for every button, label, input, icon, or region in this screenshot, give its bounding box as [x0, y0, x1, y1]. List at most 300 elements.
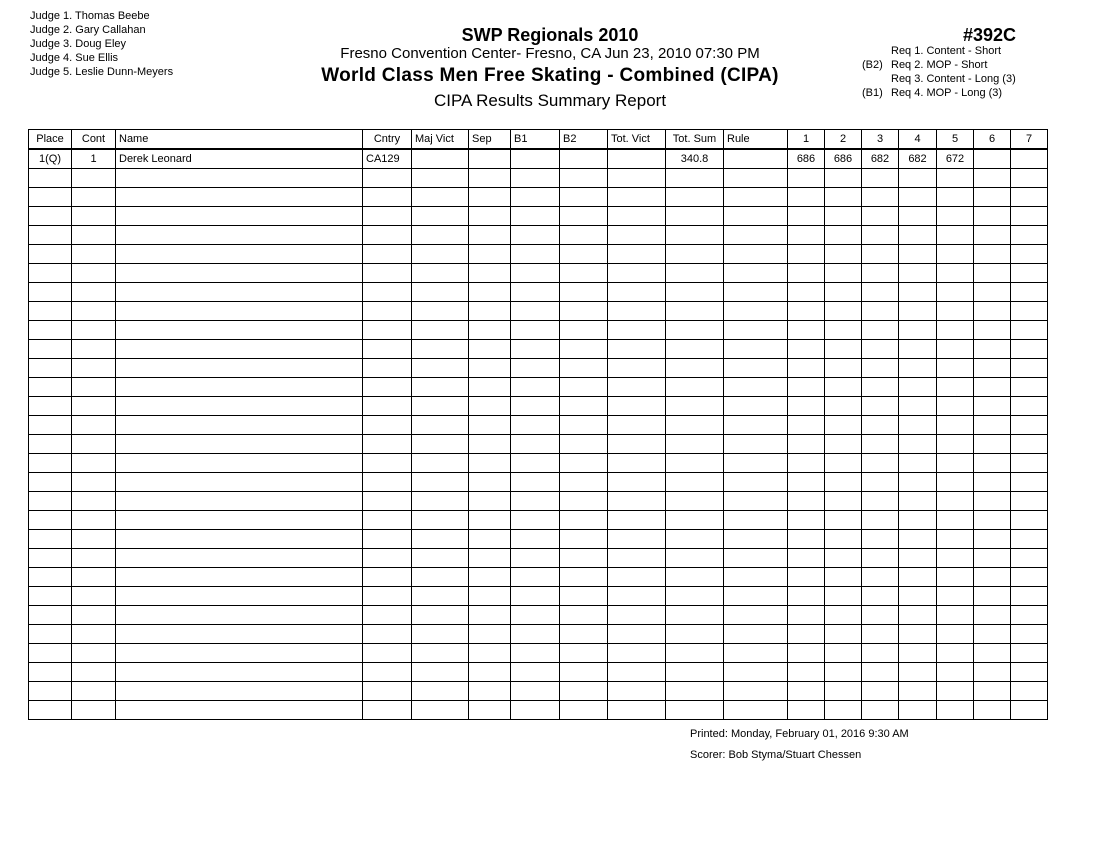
table-cell [974, 587, 1011, 606]
table-cell [1011, 625, 1048, 644]
table-cell [788, 568, 825, 587]
table-cell [937, 492, 974, 511]
table-cell [560, 454, 608, 473]
table-cell [862, 283, 899, 302]
table-cell [666, 245, 724, 264]
empty-table-row [29, 606, 1048, 625]
table-cell [724, 302, 788, 321]
table-cell [363, 473, 412, 492]
table-cell [825, 264, 862, 283]
table-cell [724, 625, 788, 644]
table-cell [560, 188, 608, 207]
table-cell [1011, 511, 1048, 530]
table-cell [825, 606, 862, 625]
table-cell [608, 283, 666, 302]
table-cell [511, 454, 560, 473]
table-cell [974, 245, 1011, 264]
judge-item: Judge 5. Leslie Dunn-Meyers [30, 66, 174, 78]
table-cell [412, 321, 469, 340]
table-cell [788, 188, 825, 207]
table-cell [937, 359, 974, 378]
table-cell [974, 644, 1011, 663]
table-cell [363, 397, 412, 416]
empty-table-row [29, 663, 1048, 682]
table-cell [412, 663, 469, 682]
table-cell [825, 568, 862, 587]
table-cell [469, 682, 511, 701]
column-header: 1 [788, 130, 825, 150]
table-cell [560, 644, 608, 663]
table-cell [363, 701, 412, 720]
table-cell [825, 549, 862, 568]
table-cell [724, 188, 788, 207]
table-cell [29, 340, 72, 359]
table-cell [116, 397, 363, 416]
table-cell [788, 492, 825, 511]
table-cell [363, 188, 412, 207]
table-cell [825, 587, 862, 606]
empty-table-row [29, 568, 1048, 587]
table-cell [862, 454, 899, 473]
table-cell [116, 587, 363, 606]
table-cell [724, 359, 788, 378]
table-cell [724, 473, 788, 492]
table-cell [1011, 149, 1048, 169]
table-cell [412, 283, 469, 302]
table-cell [899, 435, 937, 454]
empty-table-row [29, 169, 1048, 188]
table-cell [666, 625, 724, 644]
table-cell [608, 188, 666, 207]
table-cell [974, 378, 1011, 397]
column-header: Name [116, 130, 363, 150]
table-cell [788, 435, 825, 454]
table-cell [511, 188, 560, 207]
table-cell [116, 682, 363, 701]
table-cell [469, 188, 511, 207]
table-cell [899, 397, 937, 416]
table-cell [666, 454, 724, 473]
table-cell [116, 226, 363, 245]
table-cell [608, 169, 666, 188]
table-cell [1011, 359, 1048, 378]
table-cell [666, 416, 724, 435]
table-cell [666, 682, 724, 701]
empty-table-row [29, 302, 1048, 321]
table-cell [899, 530, 937, 549]
table-header [29, 130, 1048, 150]
table-cell [788, 302, 825, 321]
table-cell [666, 663, 724, 682]
table-cell [29, 378, 72, 397]
table-cell [724, 682, 788, 701]
table-cell [469, 302, 511, 321]
table-cell [608, 378, 666, 397]
requirements-list [862, 44, 1016, 100]
table-cell: 1 [72, 149, 116, 169]
table-cell [825, 283, 862, 302]
table-cell [560, 682, 608, 701]
table-cell [560, 663, 608, 682]
table-cell [29, 511, 72, 530]
table-cell [825, 644, 862, 663]
table-cell [862, 587, 899, 606]
table-cell [469, 701, 511, 720]
table-cell [899, 207, 937, 226]
table-cell [511, 378, 560, 397]
table-cell [937, 207, 974, 226]
table-cell [72, 245, 116, 264]
table-cell [862, 378, 899, 397]
table-cell [825, 416, 862, 435]
table-cell [899, 264, 937, 283]
table-cell: 686 [825, 149, 862, 169]
table-cell [666, 378, 724, 397]
table-cell [899, 492, 937, 511]
judge-item: Judge 1. Thomas Beebe [30, 10, 150, 22]
table-cell [937, 644, 974, 663]
empty-table-row [29, 682, 1048, 701]
table-cell [1011, 701, 1048, 720]
table-cell [666, 169, 724, 188]
table-cell [72, 283, 116, 302]
table-cell [560, 378, 608, 397]
table-cell [862, 625, 899, 644]
table-cell [116, 644, 363, 663]
table-cell [899, 340, 937, 359]
table-cell: 682 [862, 149, 899, 169]
table-cell [560, 492, 608, 511]
table-cell [560, 530, 608, 549]
table-cell [666, 473, 724, 492]
table-cell [788, 378, 825, 397]
column-header: Tot. Vict [608, 130, 666, 150]
table-cell [825, 435, 862, 454]
table-cell [899, 378, 937, 397]
table-cell [29, 625, 72, 644]
table-cell [788, 606, 825, 625]
table-cell [724, 663, 788, 682]
table-cell [608, 454, 666, 473]
table-cell [1011, 435, 1048, 454]
table-cell [412, 435, 469, 454]
table-cell [116, 663, 363, 682]
table-cell [862, 397, 899, 416]
table-cell [511, 587, 560, 606]
table-cell [862, 492, 899, 511]
table-cell [72, 530, 116, 549]
table-cell [862, 359, 899, 378]
table-cell [724, 378, 788, 397]
table-cell [608, 568, 666, 587]
table-cell [724, 207, 788, 226]
table-cell [72, 264, 116, 283]
table-cell [937, 416, 974, 435]
table-cell [511, 511, 560, 530]
table-cell [608, 492, 666, 511]
table-cell: 682 [899, 149, 937, 169]
table-cell [412, 606, 469, 625]
table-cell [469, 492, 511, 511]
table-cell [937, 397, 974, 416]
table-cell [469, 606, 511, 625]
table-cell [608, 530, 666, 549]
table-cell [724, 511, 788, 530]
empty-table-row [29, 454, 1048, 473]
table-cell [116, 511, 363, 530]
table-cell [560, 568, 608, 587]
table-cell [511, 340, 560, 359]
table-cell [937, 625, 974, 644]
judges-list [30, 9, 173, 79]
table-cell [560, 207, 608, 226]
empty-table-row [29, 625, 1048, 644]
table-cell [724, 530, 788, 549]
table-cell [788, 264, 825, 283]
column-header: B1 [511, 130, 560, 150]
table-cell [608, 625, 666, 644]
table-cell [511, 416, 560, 435]
table-cell [825, 473, 862, 492]
table-cell [560, 416, 608, 435]
table-cell [511, 149, 560, 169]
table-cell [116, 454, 363, 473]
table-cell [412, 568, 469, 587]
table-cell [29, 530, 72, 549]
empty-table-row [29, 549, 1048, 568]
table-cell [469, 149, 511, 169]
table-cell [825, 378, 862, 397]
requirement-item: Req 1. Content - Short [891, 45, 1002, 57]
table-cell [937, 169, 974, 188]
table-cell [1011, 568, 1048, 587]
table-cell [29, 283, 72, 302]
table-cell: CA129 [363, 149, 412, 169]
table-cell [608, 644, 666, 663]
table-cell [788, 454, 825, 473]
table-cell [608, 226, 666, 245]
table-cell [899, 606, 937, 625]
table-cell [116, 625, 363, 644]
table-cell [560, 169, 608, 188]
table-cell [899, 169, 937, 188]
table-cell [560, 625, 608, 644]
table-cell [899, 625, 937, 644]
table-cell [608, 549, 666, 568]
table-cell [666, 321, 724, 340]
table-cell [724, 606, 788, 625]
table-cell [29, 492, 72, 511]
table-cell [825, 188, 862, 207]
table-cell [937, 473, 974, 492]
table-cell [666, 701, 724, 720]
table-cell [788, 530, 825, 549]
table-cell [724, 169, 788, 188]
table-cell [72, 644, 116, 663]
table-cell [899, 245, 937, 264]
table-cell [1011, 245, 1048, 264]
empty-table-row [29, 416, 1048, 435]
table-cell [937, 321, 974, 340]
table-cell [363, 302, 412, 321]
table-cell [116, 302, 363, 321]
table-cell [788, 283, 825, 302]
table-cell [469, 245, 511, 264]
table-cell [937, 663, 974, 682]
table-cell [788, 625, 825, 644]
table-cell [72, 359, 116, 378]
table-cell [825, 302, 862, 321]
table-cell [412, 530, 469, 549]
table-cell [788, 416, 825, 435]
empty-table-row [29, 644, 1048, 663]
table-cell [899, 663, 937, 682]
table-cell [1011, 207, 1048, 226]
column-header: 4 [899, 130, 937, 150]
table-cell [29, 169, 72, 188]
column-header: B2 [560, 130, 608, 150]
empty-table-row [29, 511, 1048, 530]
empty-table-row [29, 473, 1048, 492]
table-cell [560, 549, 608, 568]
table-cell [469, 511, 511, 530]
table-cell [666, 264, 724, 283]
table-cell [724, 568, 788, 587]
table-cell [974, 302, 1011, 321]
table-cell [72, 340, 116, 359]
table-cell [29, 359, 72, 378]
table-cell [29, 663, 72, 682]
table-cell [862, 207, 899, 226]
column-header: 6 [974, 130, 1011, 150]
table-cell [72, 378, 116, 397]
table-cell [511, 397, 560, 416]
table-cell [469, 283, 511, 302]
column-header: Rule [724, 130, 788, 150]
judge-item: Judge 2. Gary Callahan [30, 24, 146, 36]
results-table [28, 129, 1048, 720]
empty-table-row [29, 207, 1048, 226]
table-cell [72, 188, 116, 207]
table-cell [974, 625, 1011, 644]
table-cell [29, 568, 72, 587]
table-cell [825, 207, 862, 226]
table-cell [72, 549, 116, 568]
table-cell [116, 340, 363, 359]
table-cell [666, 549, 724, 568]
table-cell [825, 701, 862, 720]
table-cell [560, 283, 608, 302]
table-cell [862, 226, 899, 245]
table-cell [72, 207, 116, 226]
table-cell [29, 473, 72, 492]
table-cell [469, 663, 511, 682]
report-subtitle: CIPA Results Summary Report [433, 91, 667, 110]
table-cell [363, 682, 412, 701]
table-cell [412, 492, 469, 511]
table-cell [862, 511, 899, 530]
table-cell [116, 416, 363, 435]
column-header: 7 [1011, 130, 1048, 150]
table-cell [363, 321, 412, 340]
table-cell [608, 473, 666, 492]
table-cell [116, 264, 363, 283]
table-cell [116, 169, 363, 188]
table-cell [724, 644, 788, 663]
column-header: Maj Vict [412, 130, 469, 150]
table-cell [608, 245, 666, 264]
table-cell [1011, 549, 1048, 568]
table-cell [862, 416, 899, 435]
table-cell [1011, 321, 1048, 340]
table-cell [511, 492, 560, 511]
table-cell [788, 207, 825, 226]
table-cell [29, 302, 72, 321]
table-cell [363, 226, 412, 245]
table-cell [116, 359, 363, 378]
table-cell [862, 644, 899, 663]
table-cell [1011, 264, 1048, 283]
table-cell [608, 511, 666, 530]
table-cell [363, 606, 412, 625]
table-cell [825, 511, 862, 530]
table-cell [974, 663, 1011, 682]
table-cell [666, 511, 724, 530]
table-cell [1011, 492, 1048, 511]
empty-table-row [29, 245, 1048, 264]
table-cell [825, 226, 862, 245]
table-cell [412, 587, 469, 606]
table-cell [666, 302, 724, 321]
table-cell [899, 644, 937, 663]
table-cell [899, 359, 937, 378]
table-cell [1011, 682, 1048, 701]
table-cell [974, 682, 1011, 701]
table-cell [666, 492, 724, 511]
table-cell [825, 682, 862, 701]
table-cell [974, 473, 1011, 492]
table-cell [788, 473, 825, 492]
table-cell [666, 587, 724, 606]
table-cell [511, 321, 560, 340]
empty-table-row [29, 492, 1048, 511]
table-cell [666, 283, 724, 302]
table-cell [363, 169, 412, 188]
table-cell [363, 587, 412, 606]
table-cell [825, 492, 862, 511]
table-cell [72, 701, 116, 720]
table-cell [29, 226, 72, 245]
table-cell [116, 283, 363, 302]
table-cell [412, 359, 469, 378]
requirement-item: (B1) Req 4. MOP - Long (3) [862, 87, 1003, 99]
table-cell: Derek Leonard [116, 149, 363, 169]
table-cell [666, 530, 724, 549]
table-cell [412, 644, 469, 663]
table-cell [974, 530, 1011, 549]
empty-table-row [29, 378, 1048, 397]
table-cell [1011, 378, 1048, 397]
table-cell [1011, 473, 1048, 492]
table-cell [974, 454, 1011, 473]
table-cell [724, 416, 788, 435]
table-cell [469, 625, 511, 644]
table-cell [937, 340, 974, 359]
table-cell [1011, 397, 1048, 416]
table-cell [608, 587, 666, 606]
table-cell [511, 245, 560, 264]
table-cell [974, 416, 1011, 435]
